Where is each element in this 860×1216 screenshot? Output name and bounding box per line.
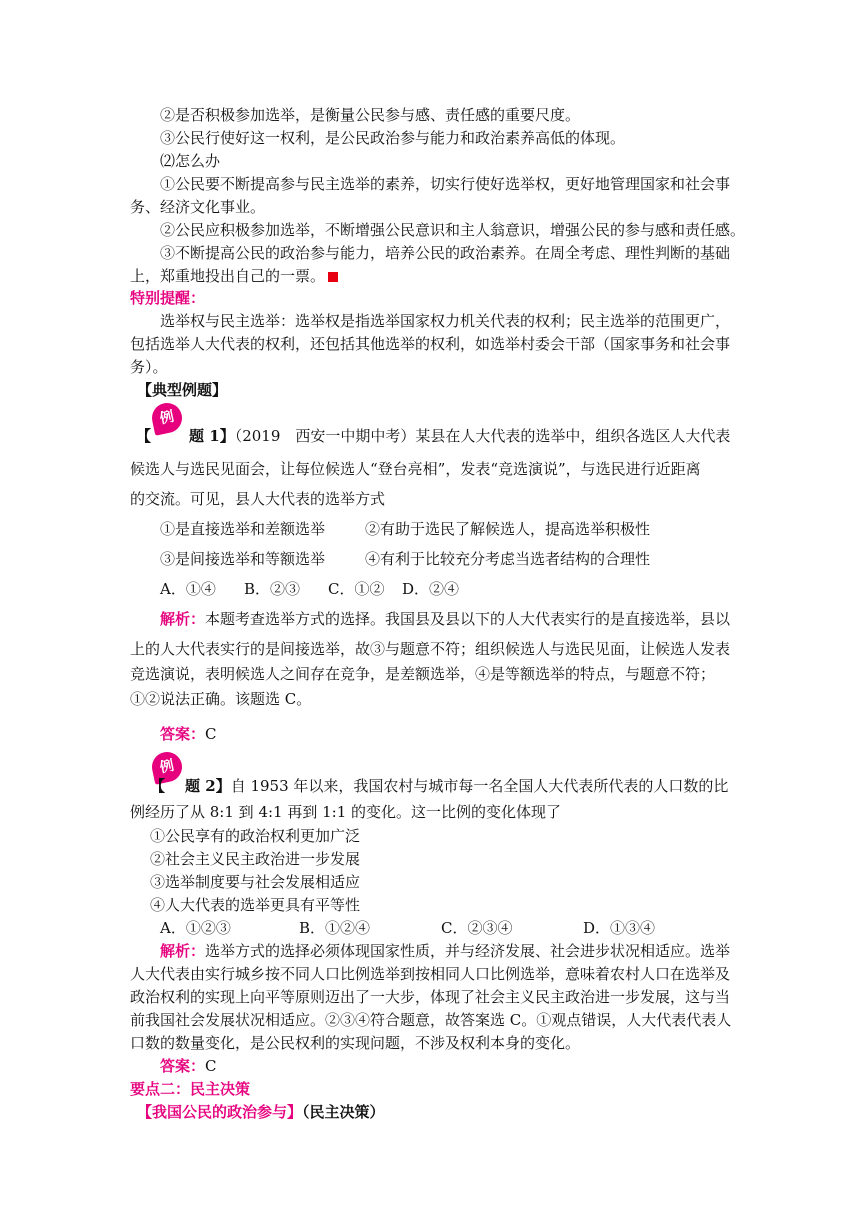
example-number: 题 2 (185, 777, 216, 795)
choice-b: B．②③ (244, 580, 301, 598)
example-text: （2019 西安一中期中考）某县在人大代表的选举中，组织各选区人大代表 (234, 427, 731, 445)
statement-option: ①是直接选举和差额选举 (160, 520, 326, 538)
example-number: 题 1 (189, 427, 220, 445)
text-line: ①公民要不断提高参与民主选举的素养，切实行使好选举权，更好地管理国家和社会事 (160, 175, 731, 193)
answer-line (160, 724, 217, 744)
example-2-line: 例经历了从 8:1 到 4:1 再到 1:1 的变化。这一比例的变化体现了 (130, 803, 562, 821)
statement-option: ③选举制度要与社会发展相适应 (150, 873, 361, 891)
choice-a: A．①④ (160, 580, 216, 598)
choice-a: A．①②③ (160, 919, 231, 937)
answer-line (160, 1056, 217, 1076)
statement-option: ④人大代表的选举更具有平等性 (150, 896, 361, 914)
analysis-line: 上的人大代表实行的是间接选举，故③与题意不符；组织候选人与选民见面，让候选人发表 (130, 640, 731, 658)
analysis-line: 口数的数量变化，是公民权利的实现问题，不涉及权利本身的变化。 (130, 1034, 581, 1052)
text-line: 务、经济文化事业。 (130, 198, 266, 216)
tip-line: 务）。 (130, 358, 168, 376)
tip-heading: 特别提醒： (130, 289, 206, 307)
example-badge-icon: 例 (149, 400, 185, 436)
answer-label: 答案： (160, 1057, 206, 1075)
analysis-line (160, 609, 730, 629)
choice-c: C．②③④ (441, 919, 513, 937)
subheading-note: （民主决策） (302, 1103, 385, 1121)
text-line: ③不断提高公民的政治参与能力，培养公民的政治素养。在周全考虑、理性判断的基础 (160, 244, 731, 262)
analysis-line: 人大代表由实行城乡按不同人口比例选举到按相同人口比例选举，意味着农村人口在选举及 (130, 965, 731, 983)
example-bracket-close: 】 (219, 427, 235, 445)
analysis-line: 政治权利的实现上向平等原则迈出了一大步，体现了社会主义民主政治进一步发展，这与当 (130, 988, 731, 1006)
tip-line: 包括选举人大代表的权利，还包括其他选举的权利，如选举村委会干部（国家事务和社会事 (130, 335, 731, 353)
choice-c: C．①② (328, 580, 385, 598)
example-1-line: 候选人与选民见面会，让每位候选人“登台亮相”，发表“竞选演说”，与选民进行近距离 (130, 460, 701, 478)
point-two-subheading (137, 1102, 385, 1122)
analysis-label: 解析： (160, 610, 206, 628)
end-mark-icon (328, 272, 338, 282)
example-bracket: 【 (150, 777, 166, 795)
answer-label: 答案： (160, 725, 206, 743)
analysis-line: 竞选演说，表明候选人之间存在竞争，是差额选举，④是等额选举的特点，与题意不符； (130, 665, 716, 683)
example-text: 自 1953 年以来，我国农村与城市每一名全国人大代表所代表的人口数的比 (230, 777, 729, 795)
statement-option: ①公民享有的政治权利更加广泛 (150, 827, 361, 845)
tip-line: 选举权与民主选举：选举权是指选举国家权力机关代表的权利；民主选举的范围更广， (160, 312, 731, 330)
example-1-line (136, 426, 730, 446)
example-badge-icon: 例 (149, 749, 185, 785)
statement-option: ③是间接选举和等额选举 (160, 550, 326, 568)
text-line: ②公民应积极参加选举，不断增强公民意识和主人翁意识，增强公民的参与感和责任感。 (160, 221, 746, 239)
answer-value: C (205, 725, 217, 743)
statement-option: ④有利于比较充分考虑当选者结构的合理性 (365, 550, 651, 568)
choice-d: D．①③④ (583, 919, 656, 937)
analysis-text: 选举方式的选择必须体现国家性质，并与经济发展、社会进步状况相适应。选举 (205, 942, 731, 960)
example-2-line (150, 776, 728, 796)
example-bracket: 【 (136, 427, 152, 445)
analysis-text: 本题考查选举方式的选择。我国县及县以下的人大代表实行的是直接选举，县以 (205, 610, 731, 628)
text-line: ⑵怎么办 (160, 152, 221, 170)
analysis-line (160, 941, 730, 961)
analysis-line: ①②说法正确。该题选 C。 (130, 690, 312, 708)
point-two-heading: 要点二：民主决策 (130, 1080, 251, 1098)
example-bracket-close: 】 (215, 777, 231, 795)
choice-b: B．①②④ (299, 919, 371, 937)
answer-value: C (205, 1057, 217, 1075)
text-line-content: 上，郑重地投出自己的一票。 (130, 267, 326, 285)
subheading-title: 【我国公民的政治参与】 (137, 1103, 303, 1121)
statement-option: ②社会主义民主政治进一步发展 (150, 850, 361, 868)
analysis-label: 解析： (160, 942, 206, 960)
choice-d: D．②④ (402, 580, 460, 598)
section-title: 【典型例题】 (137, 381, 228, 399)
example-1-line: 的交流。可见，县人大代表的选举方式 (130, 490, 386, 508)
text-line: ②是否积极参加选举，是衡量公民参与感、责任感的重要尺度。 (160, 106, 581, 124)
text-line (130, 266, 338, 286)
analysis-line: 前我国社会发展状况相适应。②③④符合题意，故答案选 C。①观点错误，人大代表代表人 (130, 1011, 732, 1029)
text-line: ③公民行使好这一权利，是公民政治参与能力和政治素养高低的体现。 (160, 129, 626, 147)
statement-option: ②有助于选民了解候选人，提高选举积极性 (365, 520, 651, 538)
